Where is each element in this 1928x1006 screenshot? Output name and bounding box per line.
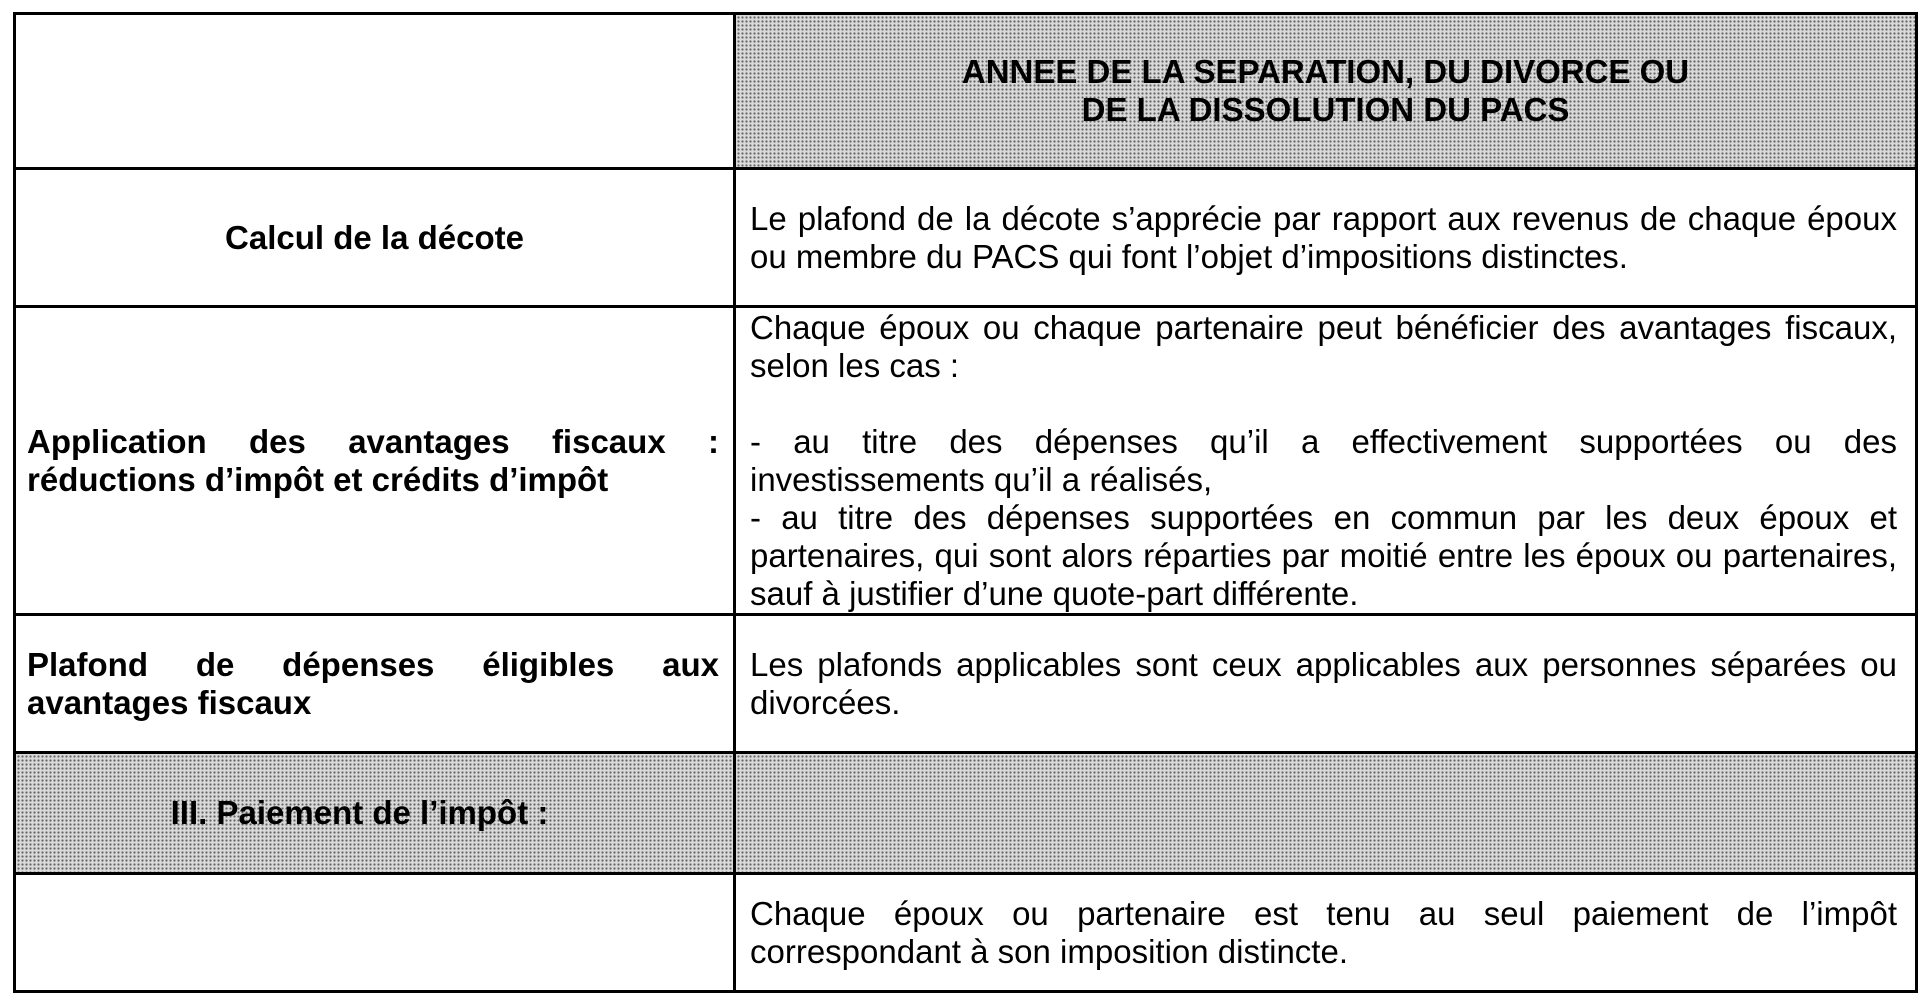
plafond-text-line-2: divorcées. [750,683,901,721]
section-right-cell [735,753,1917,874]
header-left-cell [15,14,735,169]
decote-text-line-2: ou membre du PACS qui font l’objet d’impositions distinctes. [750,237,1628,275]
row-text-decote [735,169,1917,307]
table-row-decote [15,169,1917,307]
row-label-decote: Calcul de la décote [15,169,735,307]
table-row-plafond [15,615,1917,753]
table-header-row [15,14,1917,169]
avantages-text-line-3: - au titre des dépenses qu’il a effectivement supportées ou des [750,422,1897,460]
row-label-avantages [15,307,735,615]
avantages-text-line-1: Chaque époux ou chaque partenaire peut bénéficier des avantages fiscaux, [750,308,1897,346]
section-title-paiement: III. Paiement de l’impôt : [15,753,735,874]
table-row-avantages [15,307,1917,615]
row-text-avantages [735,307,1917,615]
tax-rules-table [13,12,1918,993]
plafond-text-line-1: Les plafonds applicables sont ceux applicables aux personnes séparées ou [750,645,1897,683]
header-line-2: DE LA DISSOLUTION DU PACS [1081,91,1570,128]
row-text-paiement [735,874,1917,992]
plafond-label-line-2: avantages fiscaux [27,683,312,721]
plafond-label-line-1: Plafond de dépenses éligibles aux [27,645,719,683]
avantages-text-line-6: partenaires, qui sont alors réparties par moitié entre les époux ou partenaires, [750,536,1897,574]
avantages-text-line-2: selon les cas : [750,346,960,384]
row-label-plafond [15,615,735,753]
table-row-section-paiement [15,753,1917,874]
avantages-label-line-1: Application des avantages fiscaux : [27,422,719,460]
avantages-text-line-5: - au titre des dépenses supportées en commun par les deux époux et [750,498,1897,536]
row-label-paiement [15,874,735,992]
row-text-plafond [735,615,1917,753]
decote-text-line-1: Le plafond de la décote s’apprécie par rapport aux revenus de chaque époux [750,199,1897,237]
paiement-text-line-1: Chaque époux ou partenaire est tenu au seul paiement de l’impôt [750,894,1897,932]
header-year-cell [735,14,1917,169]
table-row-paiement [15,874,1917,992]
avantages-text-line-4: investissements qu’il a réalisés, [750,460,1213,498]
avantages-text-line-7: sauf à justifier d’une quote-part différente. [750,574,1359,612]
paiement-text-line-2: correspondant à son imposition distincte. [750,932,1348,970]
avantages-label-line-2: réductions d’impôt et crédits d’impôt [27,460,609,498]
header-line-1: ANNEE DE LA SEPARATION, DU DIVORCE OU [961,53,1690,90]
paragraph-spacer [750,385,1897,423]
